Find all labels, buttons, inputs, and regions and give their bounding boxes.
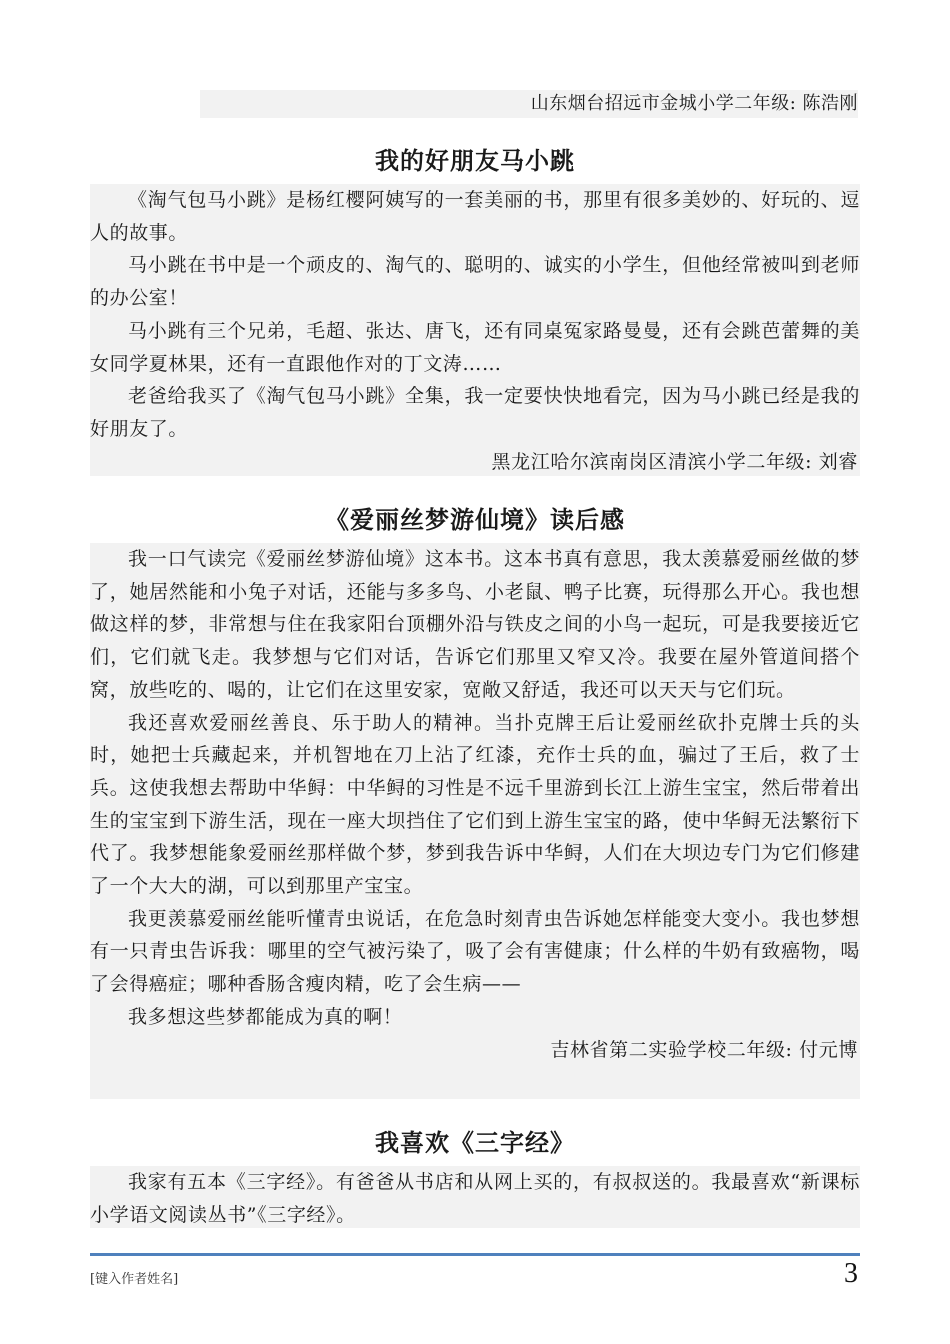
article-1-paragraph-1: 《淘气包马小跳》是杨红樱阿姨写的一套美丽的书，那里有很多美妙的、好玩的、逗人的故事。	[90, 189, 860, 244]
article-3-paragraph-1: 我家有五本《三字经》。有爸爸从书店和从网上买的，有叔叔送的。我最喜欢“新课标小学语文阅读丛书”《三字经》。	[90, 1171, 860, 1226]
article-1-paragraph-2: 马小跳在书中是一个顽皮的、淘气的、聪明的、诚实的小学生，但他经常被叫到老师的办公室！	[90, 254, 860, 310]
article-2-title: 《爱丽丝梦游仙境》读后感	[325, 506, 625, 534]
article-3-title: 我喜欢《三字经》	[375, 1129, 575, 1157]
article-2-paragraph-1: 我一口气读完《爱丽丝梦游仙境》这本书。这本书真有意思，我太羡慕爱丽丝做的梦了，她居然能和小兔子对话，还能与多多鸟、小老鼠、鸭子比赛，玩得那么开心。我也想做这样的梦，非常想与住在我家阳台顶棚外沿与铁皮之间的小鸟一起玩，可是我要接近它们，它们就飞走。我梦想与它们对话，告诉它们那里又窄又冷。我要在屋外管道间搭个窝，放些吃的、喝的，让它们在这里安家，宽敞又舒适，我还可以天天与它们玩。	[90, 548, 860, 701]
article-3-body	[90, 1166, 860, 1228]
article-2-paragraph-3: 我更羡慕爱丽丝能听懂青虫说话，在危急时刻青虫告诉她怎样能变大变小。我也梦想有一只青虫告诉我：哪里的空气被污染了，吸了会有害健康；什么样的牛奶有致癌物，喝了会得癌症；哪种香肠含瘦肉精，吃了会生病——	[90, 907, 860, 996]
article-2-paragraph-2: 我还喜欢爱丽丝善良、乐于助人的精神。当扑克牌王后让爱丽丝砍扑克牌士兵的头时，她把士兵藏起来，并机智地在刀上沾了红漆，充作士兵的血，骗过了王后，救了士兵。这使我想去帮助中华鲟：中华鲟的习性是不远千里游到长江上游生宝宝，然后带着出生的宝宝到下游生活，现在一座大坝挡住了它们到上游生宝宝的路，使中华鲟无法繁衍下代了。我梦想能象爱丽丝那样做个梦，梦到我告诉中华鲟，人们在大坝边专门为它们修建了一个大大的湖，可以到那里产宝宝。	[90, 711, 860, 898]
page-number: 3	[844, 1258, 858, 1289]
article-1-body	[90, 184, 860, 476]
article-2-byline: 吉林省第二实验学校二年级: 付元博	[550, 1038, 858, 1061]
article-1-paragraph-3: 马小跳有三个兄弟，毛超、张达、唐飞，还有同桌冤家路曼曼，还有会跳芭蕾舞的美女同学夏林果，还有一直跟他作对的丁文涛……	[90, 319, 860, 375]
footer-rule	[90, 1253, 860, 1256]
footer-author-placeholder[interactable]: [键入作者姓名]	[90, 1272, 179, 1287]
article-1-title: 我的好朋友马小跳	[375, 147, 575, 175]
article-1-paragraph-4: 老爸给我买了《淘气包马小跳》全集，我一定要快快地看完，因为马小跳已经是我的好朋友了。	[90, 385, 860, 440]
article-2-paragraph-4: 我多想这些梦都能成为真的啊！	[128, 1005, 403, 1028]
article-2-body	[90, 543, 860, 1099]
top-byline: 山东烟台招远市金城小学二年级: 陈浩刚	[530, 93, 858, 114]
article-1-byline: 黑龙江哈尔滨南岗区清滨小学二年级: 刘睿	[491, 450, 858, 473]
